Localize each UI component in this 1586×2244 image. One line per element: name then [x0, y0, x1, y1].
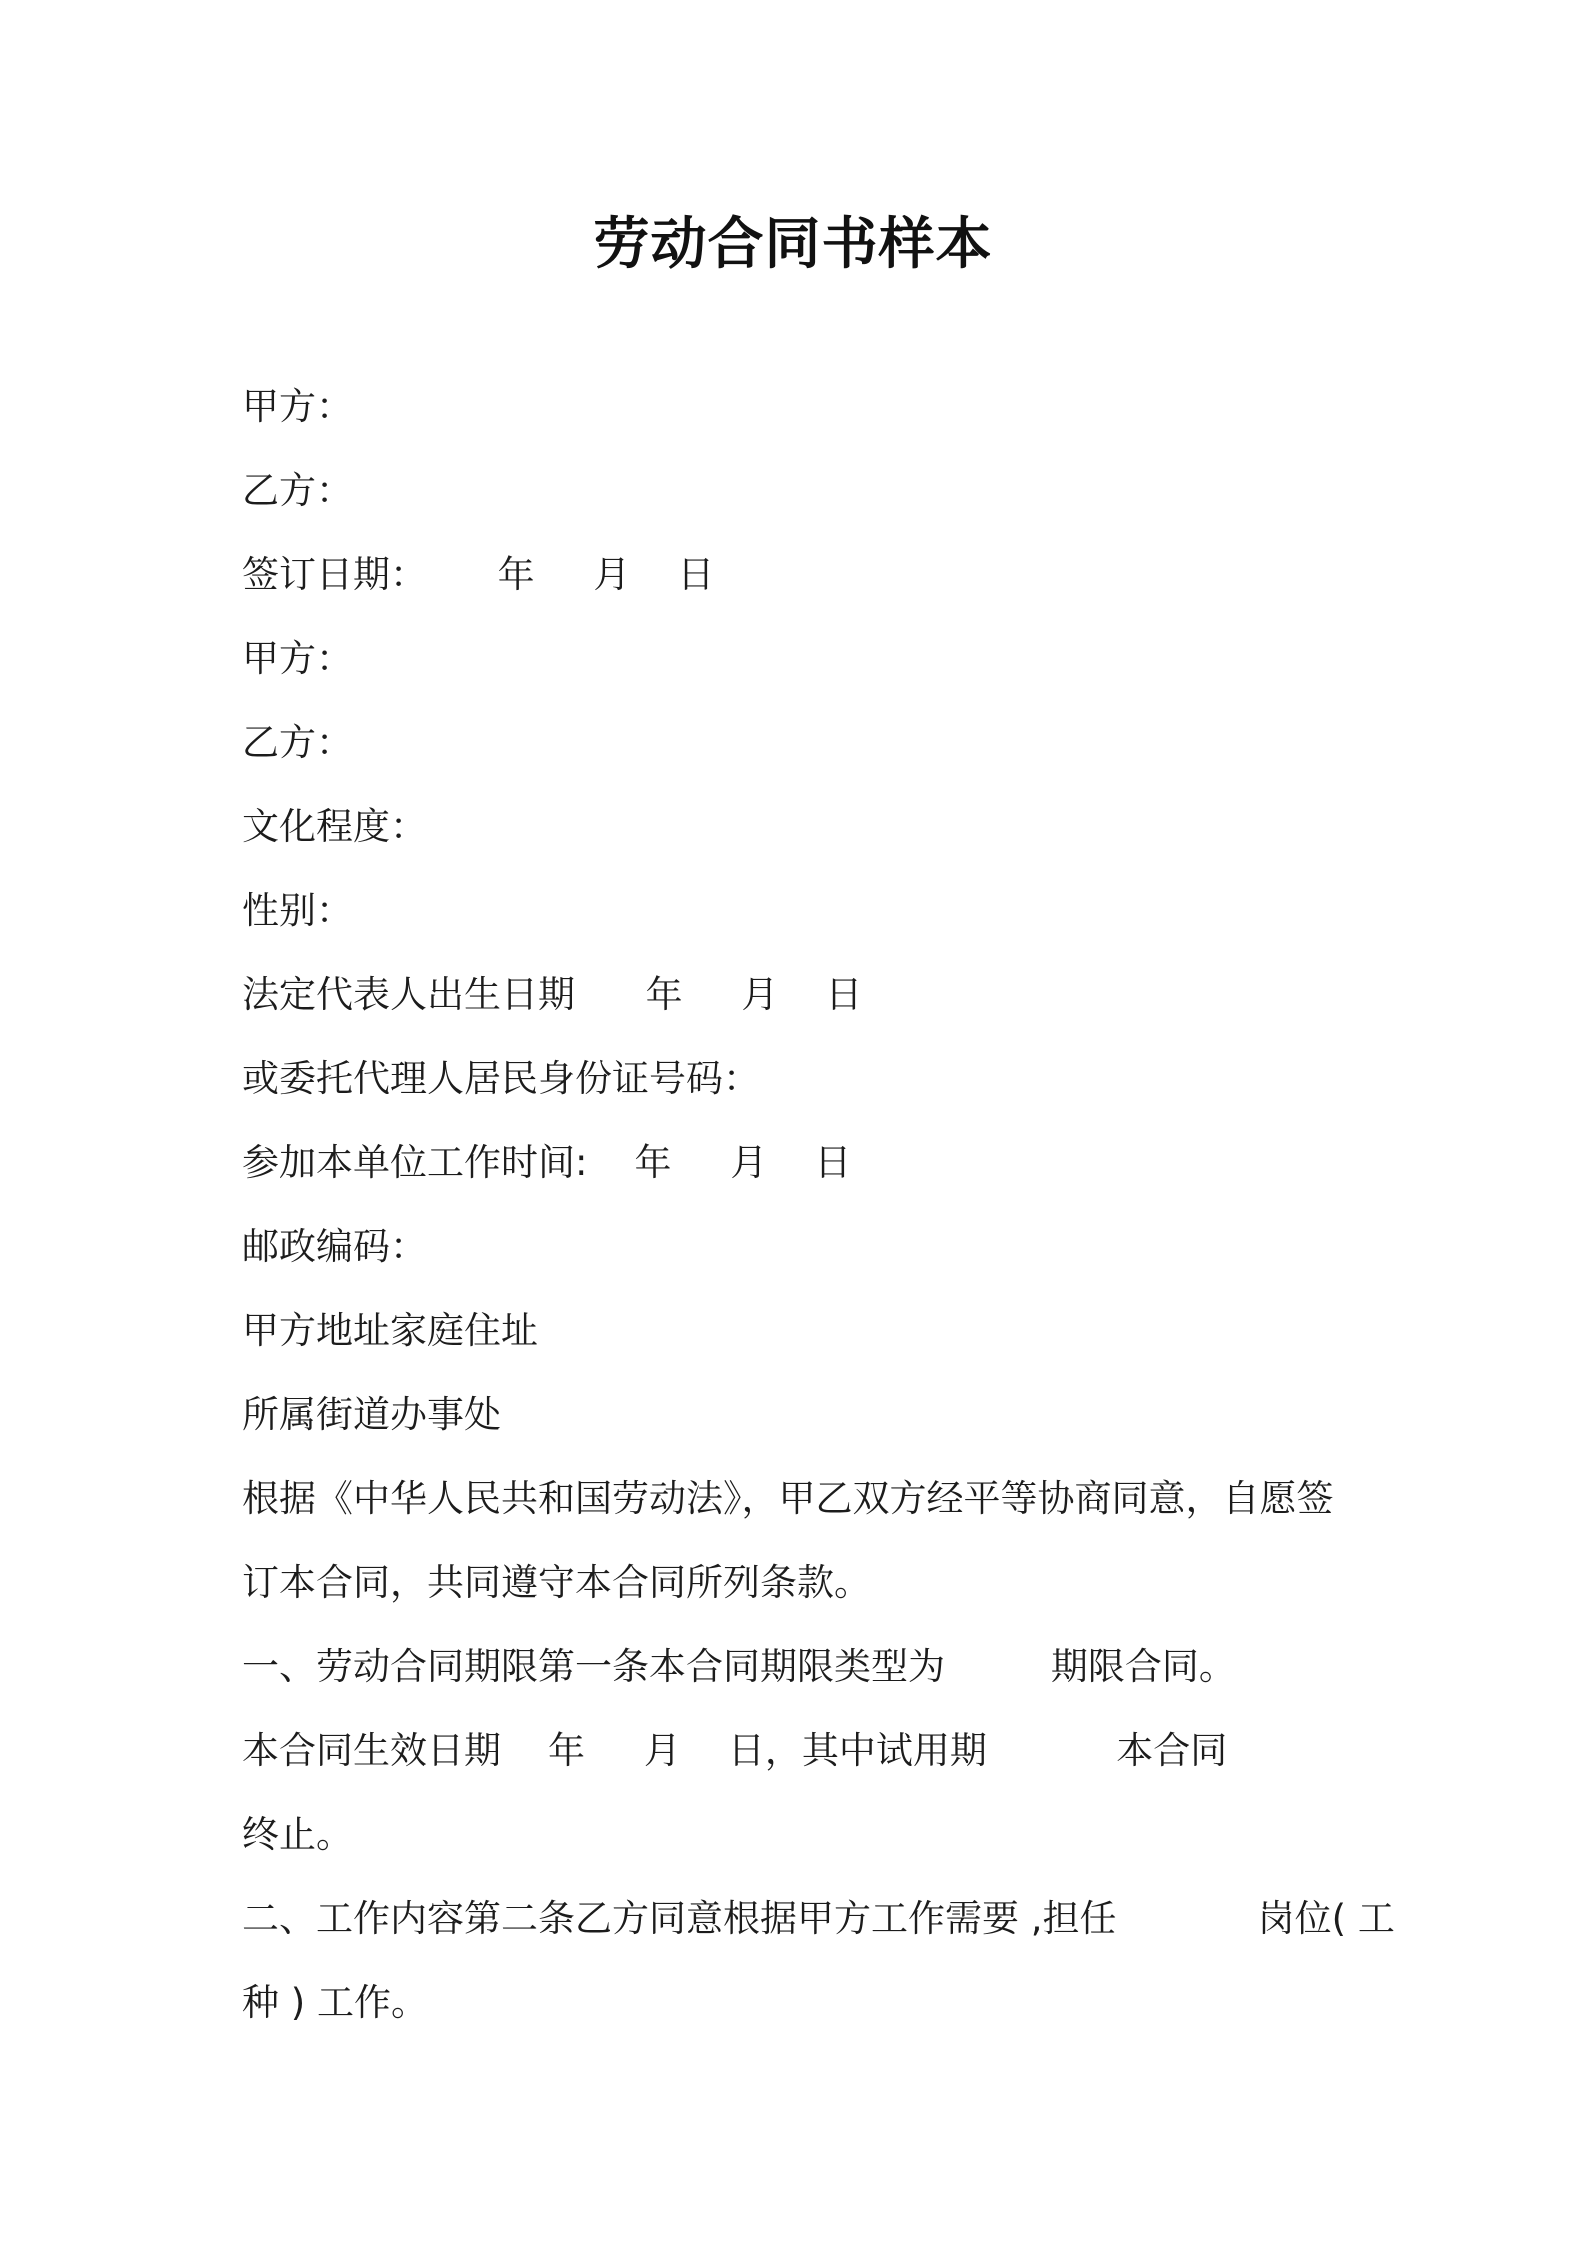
- legal-rep-birthdate-line: 法定代表人出生日期 年 月 日: [242, 973, 863, 1016]
- postal-code-line: 邮政编码：: [242, 1225, 427, 1268]
- subdistrict-office-line: 所属街道办事处: [242, 1393, 501, 1436]
- party-a-label: 甲方：: [242, 385, 353, 428]
- gender-line: 性别：: [242, 889, 353, 932]
- party-a-label-2: 甲方：: [242, 637, 353, 680]
- document-title: 劳动合同书样本: [593, 212, 993, 277]
- termination-line: 终止。: [242, 1813, 353, 1856]
- education-level-line: 文化程度：: [242, 805, 427, 848]
- article-2-line-2: 种 ) 工作。: [242, 1981, 428, 2024]
- join-date-line: 参加本单位工作时间: 年 月 日: [242, 1141, 852, 1184]
- preamble-line-2: 订本合同，共同遵守本合同所列条款。: [242, 1561, 871, 1604]
- party-b-label: 乙方：: [242, 469, 353, 512]
- signing-date-line: 签订日期： 年 月 日: [242, 553, 715, 596]
- article-2-line-1: 二、工作内容第二条乙方同意根据甲方工作需要 ,担任 岗位( 工: [242, 1897, 1395, 1940]
- agent-id-number-line: 或委托代理人居民身份证号码：: [242, 1057, 760, 1100]
- party-b-label-2: 乙方：: [242, 721, 353, 764]
- address-line: 甲方地址家庭住址: [242, 1309, 538, 1352]
- article-1-line: 一、劳动合同期限第一条本合同期限类型为 期限合同。: [242, 1645, 1236, 1688]
- effective-date-line: 本合同生效日期 年 月 日，其中试用期 本合同: [242, 1729, 1228, 1772]
- preamble-line-1: 根据《中华人民共和国劳动法》，甲乙双方经平等协商同意，自愿签: [242, 1477, 1334, 1520]
